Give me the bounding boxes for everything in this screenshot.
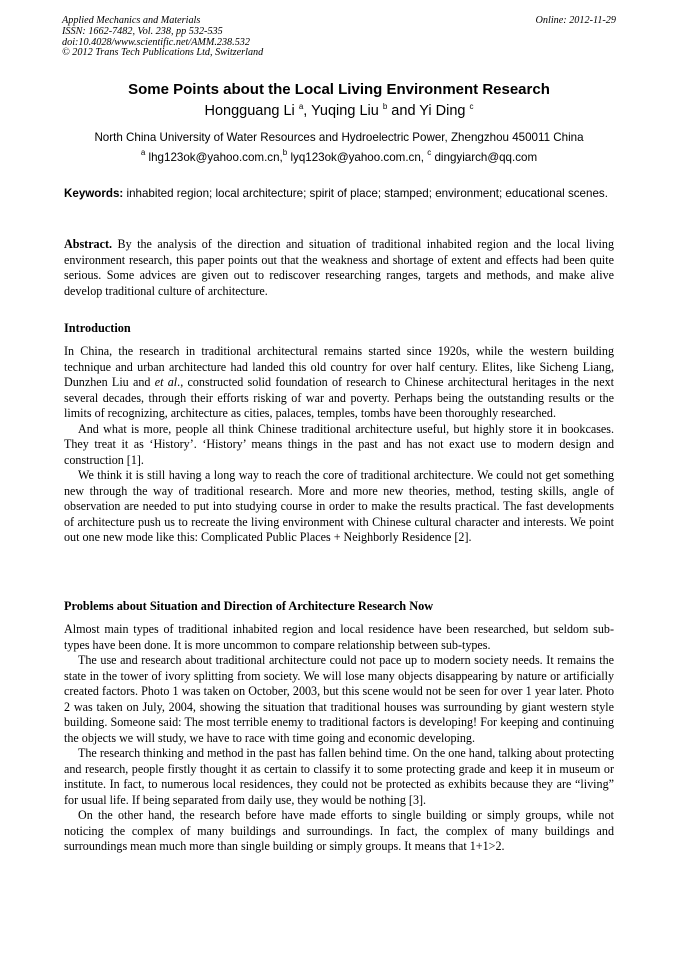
copyright-line: © 2012 Trans Tech Publications Ltd, Switzerland (62, 47, 264, 59)
section-heading-introduction: Introduction (64, 321, 131, 335)
journal-name: Applied Mechanics and Materials (62, 15, 201, 26)
author-2: Yuqing Liu (311, 103, 379, 119)
section-heading-problems: Problems about Situation and Direction of Architecture Research Now (64, 599, 434, 613)
abstract-label: Abstract. (64, 237, 113, 251)
email-3-sup: c (427, 148, 432, 157)
abstract-text: By the analysis of the direction and situation of traditional inhabited region and the local living environment research, this paper points out that the weakness and shortage of extent and effects had been quite serious. Some advices are given out to rediscover researching ranges, targets and methods, and make alive develop traditional culture of architecture. (64, 237, 614, 298)
email-line (0, 148, 678, 164)
problems-paragraph-1: Almost main types of traditional inhabited region and local residence have been researched, but seldom sub-types have been done. It is more uncommon to compare relationship between sub-types. (64, 622, 614, 652)
journal-header (62, 16, 616, 59)
author-2-sup: b (382, 102, 388, 111)
author-3: Yi Ding (419, 103, 466, 119)
keywords-label: Keywords: (64, 187, 124, 200)
affiliation: North China University of Water Resources and Hydroelectric Power, Zhengzhou 450011 China (94, 131, 584, 144)
email-2: lyq123ok@yahoo.com.cn, (287, 151, 425, 164)
intro-p1-part-a: In China, the research in traditional architectural remains started since 1920s, while the western building technique and urban architecture had landed this old country for over half century. Elites, like Sicheng Liang, Dunzhen Liu and (64, 344, 614, 389)
email-2-sup: b (282, 148, 288, 157)
keywords-text: inhabited region; local architecture; spirit of place; stamped; environment; educational scenes. (123, 187, 608, 200)
email-3: dingyiarch@qq.com (431, 151, 538, 164)
author-sep-1: , (303, 103, 312, 119)
author-1: Hongguang Li (204, 103, 295, 119)
intro-paragraph-3: We think it is still having a long way to reach the core of traditional architecture. We could not get something new through the way of traditional research. More and more new theories, method, testing skills, angle of observation are needed to put into studying course in order to make the results practical. The fast developments of architecture push us to recreate the living environment with Chinese cultural character and interests. We point out one new mode like this: Complicated Public Places + Neighborly Residence [2]. (64, 468, 614, 544)
intro-paragraph-1 (64, 344, 614, 422)
intro-paragraph-2: And what is more, people all think Chinese traditional architecture useful, but highly store it in bookcases. They treat it as ‘History’. ‘History’ means things in the past and has not exact use to modern design and construction [1]. (64, 421, 614, 467)
issn-line: ISSN: 1662-7482, Vol. 238, pp 532-535 (62, 25, 223, 37)
email-1-sup: a (140, 148, 146, 157)
author-line (0, 103, 678, 119)
problems-paragraph-3: The research thinking and method in the past has fallen behind time. On the one hand, talking about protecting and research, people firstly thought it as certain to classify it to some protecting grade and keep it in museum or institute. In fact, to numerous local residences, they could not be protected as exhibits because they are “living” for usual life. If being separated from daily use, they would be nothing [3]. (64, 746, 614, 807)
author-1-sup: a (298, 102, 304, 111)
problems-paragraph-4: On the other hand, the research before have made efforts to single building or simply groups, while not noticing the complex of many buildings and surroundings. In fact, the complex of many buildings and surroundings mean much more than single building or simply groups. It means that 1+1>2. (64, 808, 614, 853)
email-1: lhg123ok@yahoo.com.cn, (145, 151, 283, 164)
paper-title: Some Points about the Local Living Environment Research (128, 81, 550, 98)
introduction-body (64, 344, 614, 546)
problems-body (64, 622, 614, 855)
online-date: Online: 2012-11-29 (535, 15, 616, 26)
author-sep-2: and (387, 103, 420, 119)
problems-paragraph-2: The use and research about traditional architecture could not pace up to modern society needs. It remains the state in the tower of ivory splitting from society. We will lose many objects disappearing by nature or artificially created factors. Photo 1 was taken on October, 2003, but this scene would not be seen for over 1 year later. Photo 2 was taken on July, 2004, showing the situation that traditional houses was surrounding by giant western style building. Someone said: The most terrible enemy to traditional factors is developing! For keeping and continuing the objects we will study, we have to race with time going and economic developing. (64, 653, 614, 745)
doi-line: doi:10.4028/www.scientific.net/AMM.238.532 (62, 36, 250, 48)
intro-p1-part-b: ., constructed solid foundation of research to Chinese architectural heritages in the next several decades, through their efforts risking of war and poverty. Perhaps being the outstanding results or the limits of recognizing, architecture as cities, palaces, temples, tombs have been thoroughly researched. (64, 375, 615, 420)
keywords (64, 186, 614, 201)
abstract (64, 237, 614, 299)
intro-p1-etal: et al (154, 375, 178, 389)
author-3-sup: c (469, 102, 474, 111)
